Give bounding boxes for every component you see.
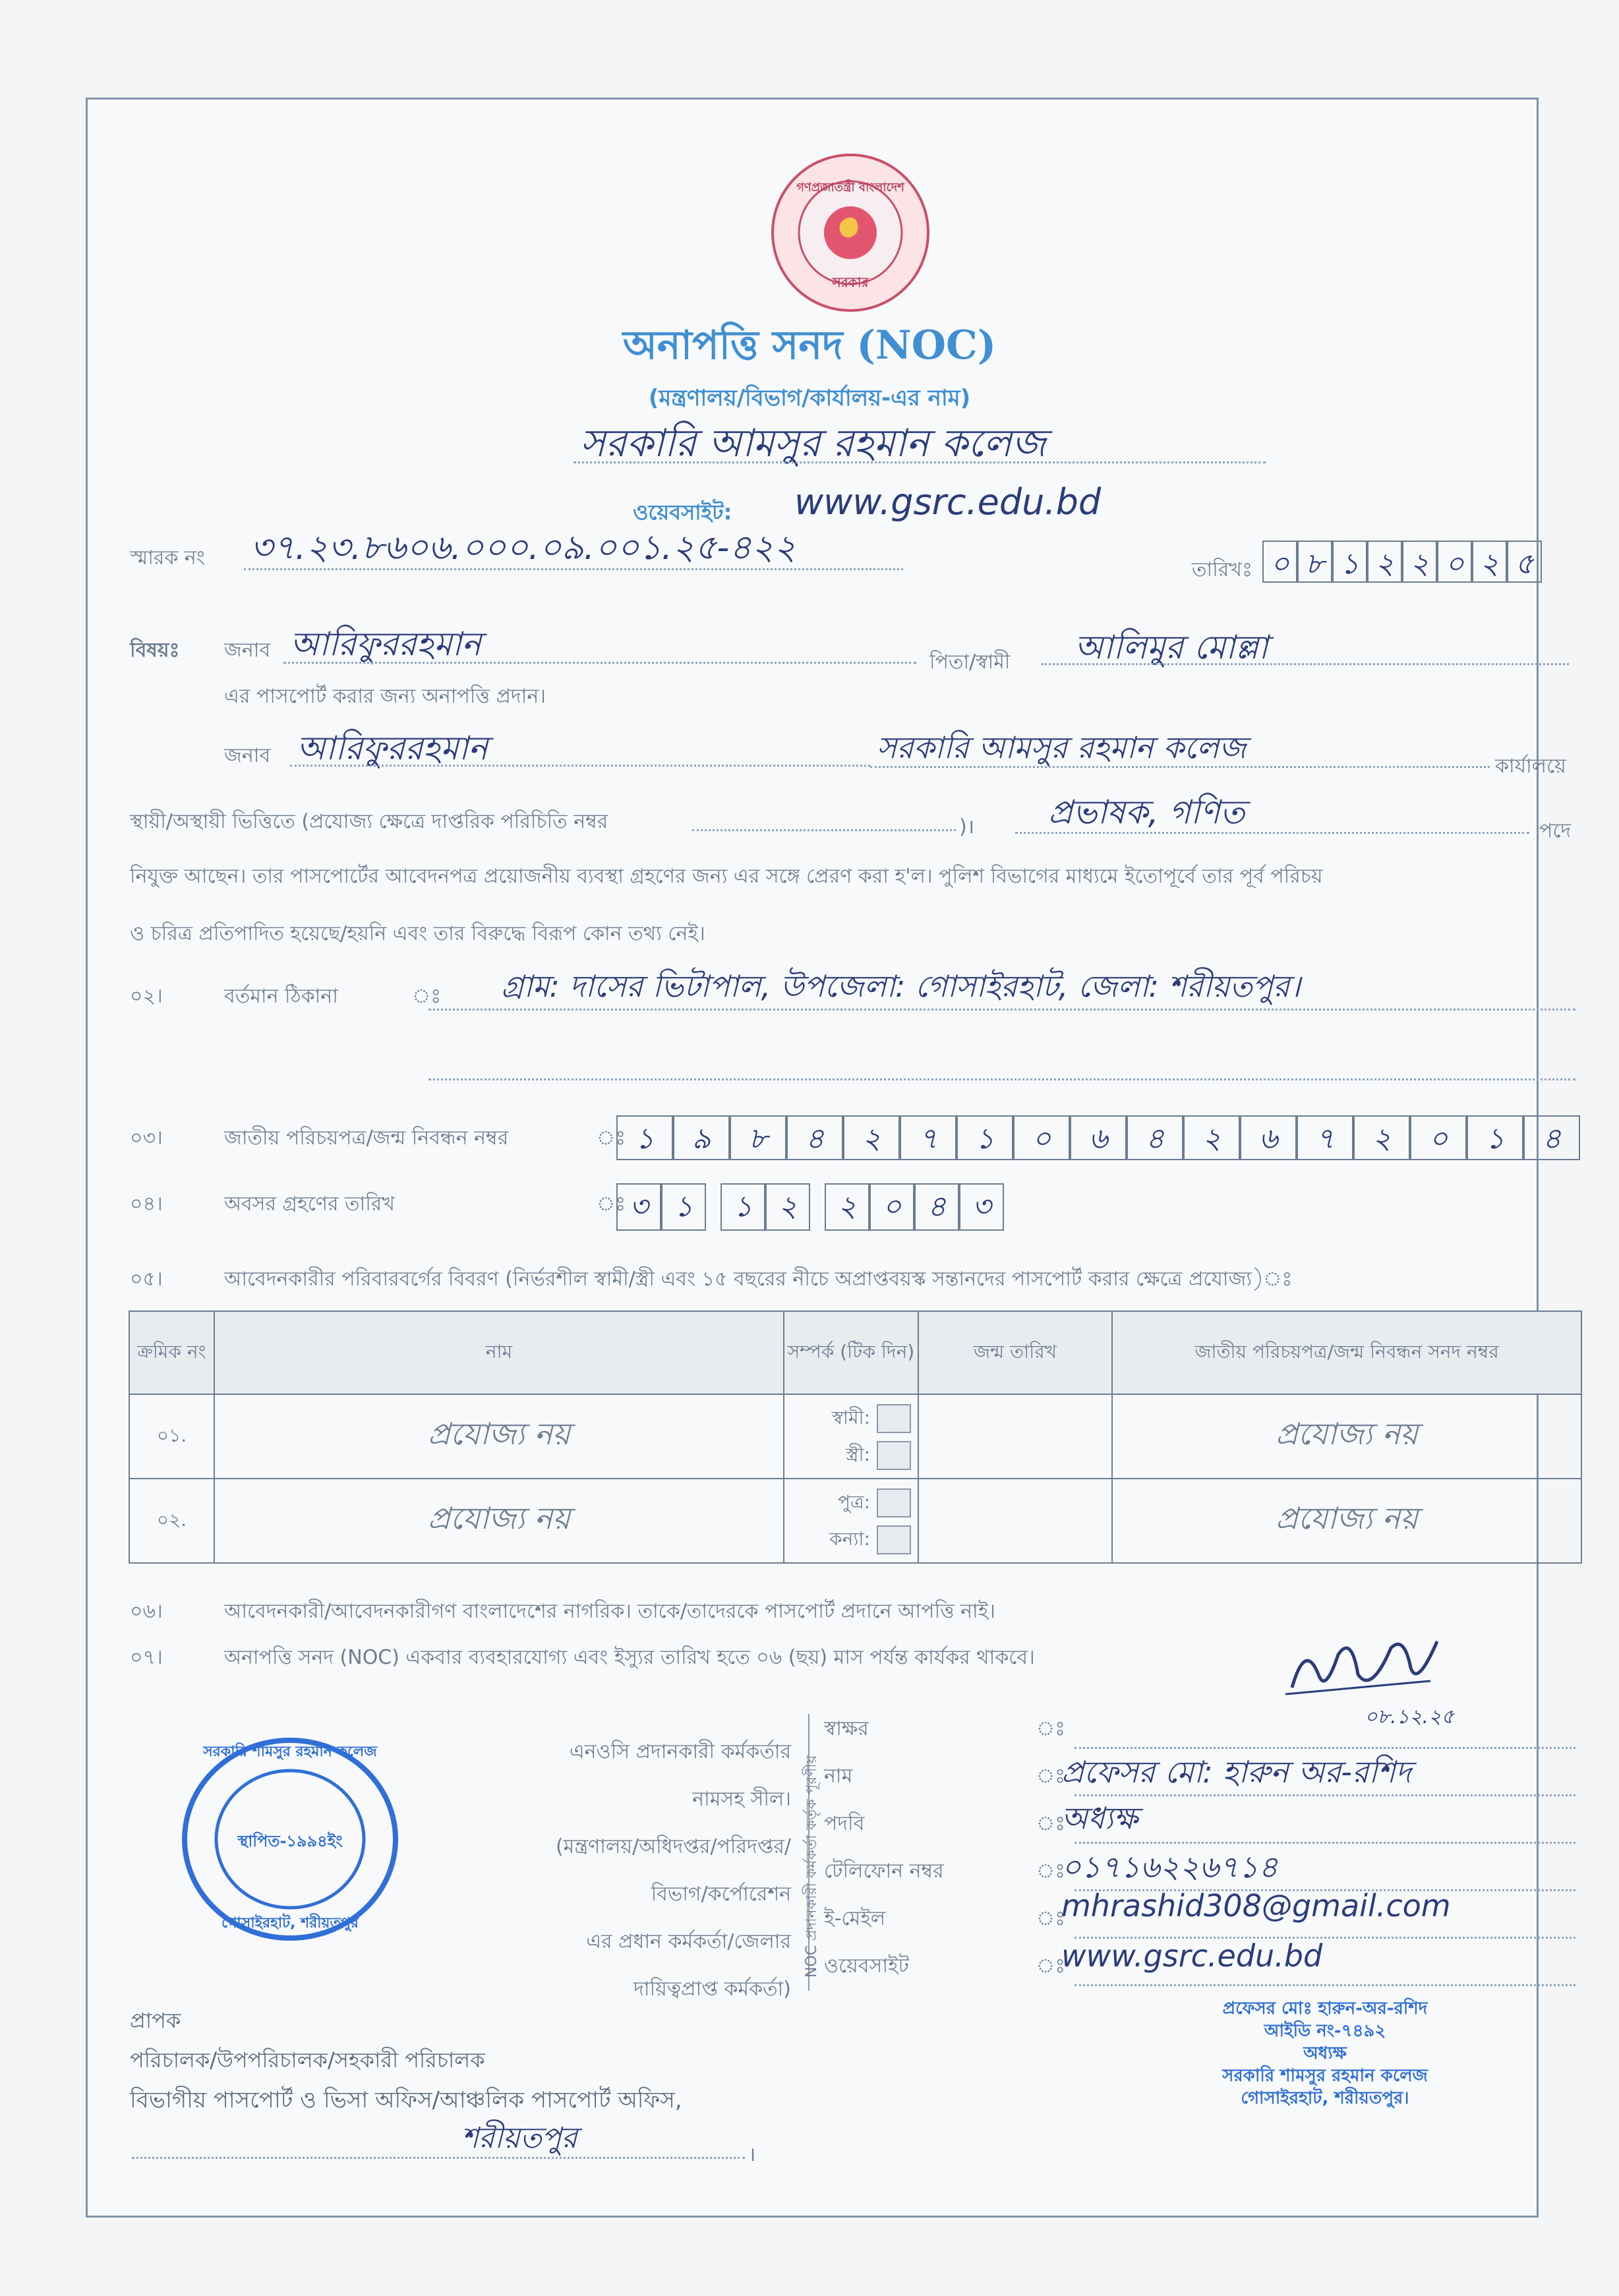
relation-option: [785, 1521, 911, 1558]
item-04-label: অবসর গ্রহণের তারিখ: [224, 1192, 395, 1216]
stamp-line: প্রফেসর মোঃ হারুন-অর-রশিদ: [1222, 1999, 1428, 2018]
officer-desc-line: বিভাগ/কর্পোরেশন: [651, 1883, 791, 1906]
row-serial: ০২.: [129, 1479, 214, 1563]
row-serial: ০১.: [129, 1394, 214, 1479]
nid-digit: ৬: [1070, 1115, 1127, 1160]
father-name: আলিমুর মোল্লা: [1074, 628, 1268, 666]
row-nid: প্রযোজ্য নয়: [1112, 1479, 1581, 1563]
father-label: পিতা/স্বামী: [929, 651, 1011, 674]
subject-line2: এর পাসপোর্ট করার জন্য অনাপত্তি প্রদান।: [224, 685, 546, 708]
permanence-underline: [692, 829, 956, 831]
retire-digit: ১: [661, 1183, 706, 1231]
name-underline: [1074, 1794, 1575, 1796]
institution-name: সরকারি আমসুর রহমান কলেজ: [580, 421, 1046, 465]
officer-email-label: ই-মেইল: [824, 1907, 886, 1930]
note-06-number: ০৬।: [130, 1600, 163, 1623]
permanence-text: স্থায়ী/অস্থায়ী ভিত্তিতে (প্রযোজ্য ক্ষেত্রে দাপ্তরিক পরিচিতি নম্বর: [130, 810, 608, 833]
recipient-place: শরীয়তপুর: [461, 2121, 577, 2155]
signature-underline: [1074, 1747, 1575, 1749]
row-name: প্রযোজ্য নয়: [214, 1394, 784, 1479]
relation-option: [785, 1484, 911, 1521]
relation-option: [785, 1399, 911, 1436]
date-digit: ০: [1262, 541, 1297, 583]
date-label: তারিখঃ: [1192, 558, 1252, 581]
officer-name-label: নাম: [824, 1765, 853, 1788]
nid-digit: ৭: [900, 1115, 957, 1160]
document-title: অনাপত্তি সনদ (NOC): [622, 322, 997, 368]
item-04-colon: ঃ: [597, 1192, 626, 1216]
designation-underline: [1015, 832, 1529, 834]
body-janab-label: জনাব: [224, 744, 271, 767]
officer-designation-value: অধ্যক্ষ: [1061, 1800, 1138, 1836]
item-04-number: ০৪।: [130, 1192, 163, 1216]
nid-digit: ২: [1183, 1115, 1240, 1160]
table-row: [129, 1479, 1581, 1563]
stamp-line: সরকারি শামসুর রহমান কলেজ: [1222, 2066, 1428, 2086]
recipient-label: প্রাপক: [130, 2008, 181, 2033]
retire-digit: ২: [765, 1183, 810, 1231]
relation-option: [785, 1436, 911, 1473]
officer-desc-line: নামসহ সীল।: [692, 1788, 791, 1811]
recipient-line-2: বিভাগীয় পাসপোর্ট ও ভিসা অফিস/আঞ্চলিক পাসপোর্ট অফিস,: [130, 2087, 682, 2113]
officer-website-label: ওয়েবসাইট: [824, 1955, 909, 1978]
officer-desc-line: এর প্রধান কর্মকর্তা/জেলার: [586, 1930, 791, 1953]
officer-desc-line: এনওসি প্রদানকারী কর্মকর্তার: [569, 1740, 791, 1763]
col-header-relation: সম্পর্ক (টিক দিন): [784, 1311, 918, 1394]
designation: প্রভাষক, গণিত: [1048, 793, 1245, 831]
row-dob: [918, 1394, 1112, 1479]
row-relation: [784, 1394, 918, 1479]
nid-digit: ০: [1410, 1115, 1467, 1160]
item-02-label: বর্তমান ঠিকানা: [224, 985, 338, 1008]
item-03-colon: ঃ: [597, 1127, 626, 1150]
officer-phone-value: ০১৭১৬২২৬৭১৪: [1061, 1849, 1278, 1885]
col-header-dob: জন্ম তারিখ: [918, 1311, 1112, 1394]
date-digit: ০: [1437, 541, 1472, 583]
nid-digit: ৭: [1297, 1115, 1353, 1160]
relation-wife-label: স্ত্রী:: [846, 1444, 870, 1465]
col-header-name: নাম: [214, 1311, 784, 1394]
subject-label: বিষয়ঃ: [130, 639, 180, 662]
institution-underline: [574, 461, 1266, 463]
phone-underline: [1074, 1889, 1575, 1891]
stamp-line: আইডি নং-৭৪৯২: [1264, 2021, 1386, 2041]
website-underline: [1074, 1984, 1575, 1986]
signature-date: ০৮.১২.২৫: [1365, 1705, 1454, 1728]
principal-stamp: [1173, 1997, 1477, 2109]
officer-name-value: প্রফেসর মো: হারুন অর-রশিদ: [1061, 1754, 1411, 1790]
nid-digit: ৯: [673, 1115, 730, 1160]
officer-designation-label: পদবি: [824, 1812, 865, 1835]
body-name-underline: [290, 765, 870, 767]
signature-label: স্বাক্ষর: [824, 1717, 869, 1740]
husband-checkbox[interactable]: [877, 1404, 911, 1433]
retire-digit: ৪: [914, 1183, 959, 1231]
memo-label: স্মারক নং: [130, 546, 205, 570]
retire-digit: ২: [825, 1183, 869, 1231]
officer-description: [461, 1728, 791, 2013]
website-label: ওয়েবসাইট:: [633, 500, 732, 525]
subject-janab-label: জনাব: [224, 639, 271, 662]
memo-number: ৩৭.২৩.৮৬০৬.০০০.০৯.০০১.২৫-৪২২: [250, 528, 796, 568]
family-table: [129, 1310, 1582, 1564]
nid-digit: ৮: [730, 1115, 786, 1160]
father-underline: [1042, 663, 1569, 665]
email-underline: [1074, 1937, 1575, 1939]
son-checkbox[interactable]: [877, 1488, 911, 1517]
row-relation: [784, 1479, 918, 1563]
nid-digit: ৪: [786, 1115, 843, 1160]
office-underline: [870, 766, 1490, 768]
paren-close: )।: [959, 815, 975, 839]
nid-digit: ২: [1353, 1115, 1410, 1160]
note-07-text: অনাপত্তি সনদ (NOC) একবার ব্যবহারযোগ্য এবং ইস্যুর তারিখ হতে ০৬ (ছয়) মাস পর্যন্ত কার্যকর থাকবে।: [224, 1646, 1035, 1669]
date-digit: ২: [1402, 541, 1437, 583]
applicant-name: আরিফুররহমান: [290, 625, 482, 663]
seal-text-bottom: সরকার: [832, 274, 869, 290]
retire-digit: ৩: [616, 1183, 661, 1231]
item-03-number: ০৩।: [130, 1127, 163, 1150]
body-paragraph-1: নিযুক্ত আছেন। তার পাসপোর্টের আবেদনপত্র প্রয়োজনীয় ব্যবস্থা গ্রহণের জন্য এর সঙ্গে প্রেরণ করা হ'ল। পুলিশ বিভাগের মাধ্যমে ইতোপূর্বে তার পূর্ব পরিচয়: [130, 865, 1323, 888]
note-06-text: আবেদনকারী/আবেদনকারীগণ বাংলাদেশের নাগরিক। তাকে/তাদেরকে পাসপোর্ট প্রদানে আপত্তি নাই।: [224, 1600, 996, 1623]
nid-digit: ০: [1013, 1115, 1070, 1160]
website-value: www.gsrc.edu.bd: [794, 481, 1102, 523]
round-seal-outer-text: সরকারি শামসুর রহমান কলেজ: [203, 1744, 377, 1760]
present-address: গ্রাম: দাসের ভিটাপাল, উপজেলা: গোসাইরহাট, জেলা: শরীয়তপুর।: [501, 968, 1301, 1004]
office-name: সরকারি আমসুর রহমান কলেজ: [877, 730, 1247, 765]
item-02-colon: ঃ: [412, 985, 442, 1008]
nid-digit: ৪: [1523, 1115, 1580, 1160]
nid-digit: ৬: [1240, 1115, 1297, 1160]
address-underline-1: [428, 1009, 1575, 1011]
item-05-label: আবেদনকারীর পরিবারবর্গের বিবরণ (নির্ভরশীল স্বামী/স্ত্রী এবং ১৫ বছরের নীচে অপ্রাপ্তবয়স্ক সন্তানদের পাসপোর্ট করার ক্ষেত্রে প্রযোজ্য)ঃ: [224, 1268, 1293, 1291]
officer-email-colon: ঃ: [1036, 1907, 1066, 1930]
designation-suffix: পদে: [1539, 819, 1572, 842]
retire-digit: ০: [869, 1183, 914, 1231]
col-header-nid: জাতীয় পরিচয়পত্র/জন্ম নিবন্ধন সনদ নম্বর: [1112, 1311, 1581, 1394]
nid-digit: ১: [1467, 1115, 1523, 1160]
recipient-underline: [132, 2157, 745, 2159]
subject-name-underline: [283, 662, 916, 664]
nid-digit: ১: [957, 1115, 1013, 1160]
officer-vertical-note: NOC প্রদানকারী কর্মকর্তা কর্তৃক পূরণীয়: [804, 1755, 820, 1978]
relation-daughter-label: কন্যা:: [829, 1528, 870, 1550]
relation-husband-label: স্বামী:: [831, 1407, 870, 1428]
body-paragraph-2: ও চরিত্র প্রতিপাদিত হয়েছে/হয়নি এবং তার বিরুদ্ধে বিরূপ কোন তথ্য নেই।: [130, 922, 705, 945]
table-header-row: [129, 1311, 1581, 1394]
date-digit: ২: [1472, 541, 1507, 583]
address-underline-2: [428, 1078, 1575, 1080]
row-dob: [918, 1479, 1112, 1563]
date-digit: ৮: [1297, 541, 1332, 583]
nid-digit: ৪: [1127, 1115, 1183, 1160]
signature-scribble-icon: [1279, 1628, 1450, 1707]
table-row: [129, 1394, 1581, 1479]
recipient-end-mark: ।: [748, 2143, 756, 2166]
seal-text-top: গণপ্রজাতন্ত্রী বাংলাদেশ: [796, 181, 904, 194]
officer-website-value: www.gsrc.edu.bd: [1061, 1938, 1323, 1974]
relation-son-label: পুত্র:: [837, 1491, 870, 1513]
retire-digit: ৩: [959, 1183, 1004, 1231]
daughter-checkbox[interactable]: [877, 1525, 911, 1554]
officer-name-colon: ঃ: [1036, 1765, 1066, 1788]
nid-number-boxes: [616, 1115, 1580, 1160]
memo-underline: [244, 568, 903, 570]
officer-desc-line: দায়িত্বপ্রাপ্ত কর্মকর্তা): [633, 1978, 791, 2001]
signature-colon: ঃ: [1036, 1717, 1066, 1740]
retire-digit: ১: [721, 1183, 765, 1231]
note-07-number: ০৭।: [130, 1646, 163, 1669]
col-header-serial: ক্রমিক নং: [129, 1311, 214, 1394]
wife-checkbox[interactable]: [877, 1441, 911, 1470]
round-seal-mid-text: স্থাপিত-১৯৯৪ইং: [237, 1832, 343, 1850]
retirement-date-boxes: [616, 1183, 1004, 1231]
officer-designation-colon: ঃ: [1036, 1812, 1066, 1835]
stamp-line: গোসাইরহাট, শরীয়তপুর।: [1241, 2088, 1409, 2108]
nid-digit: ২: [843, 1115, 900, 1160]
row-name: প্রযোজ্য নয়: [214, 1479, 784, 1563]
officer-desc-line: (মন্ত্রণালয়/অধিদপ্তর/পরিদপ্তর/: [555, 1835, 791, 1858]
document-subtitle: (মন্ত্রণালয়/বিভাগ/কার্যালয়-এর নাম): [648, 385, 971, 411]
office-suffix: কার্যালয়ে: [1495, 755, 1566, 778]
item-02-number: ০২।: [130, 985, 163, 1008]
date-digit: ১: [1332, 541, 1367, 583]
date-digit: ২: [1367, 541, 1402, 583]
body-name: আরিফুররহমান: [297, 729, 488, 767]
recipient-line-1: পরিচালক/উপপরিচালক/সহকারী পরিচালক: [130, 2047, 485, 2073]
item-03-label: জাতীয় পরিচয়পত্র/জন্ম নিবন্ধন নম্বর: [224, 1127, 509, 1150]
seal-text-wrapper: [768, 150, 933, 315]
officer-phone-colon: ঃ: [1036, 1860, 1066, 1883]
item-05-number: ০৫।: [130, 1268, 163, 1291]
issue-date-boxes: [1262, 541, 1542, 583]
designation-field-underline: [1074, 1842, 1575, 1844]
round-seal-bottom-text: গোসাইরহাট, শরীয়তপুর: [221, 1915, 359, 1931]
row-nid: প্রযোজ্য নয়: [1112, 1394, 1581, 1479]
nid-digit: ১: [616, 1115, 673, 1160]
stamp-line: অধ্যক্ষ: [1303, 2044, 1347, 2063]
date-digit: ৫: [1507, 541, 1542, 583]
officer-phone-label: টেলিফোন নম্বর: [824, 1860, 944, 1883]
officer-website-colon: ঃ: [1036, 1955, 1066, 1978]
officer-email-value: mhrashid308@gmail.com: [1061, 1888, 1451, 1924]
